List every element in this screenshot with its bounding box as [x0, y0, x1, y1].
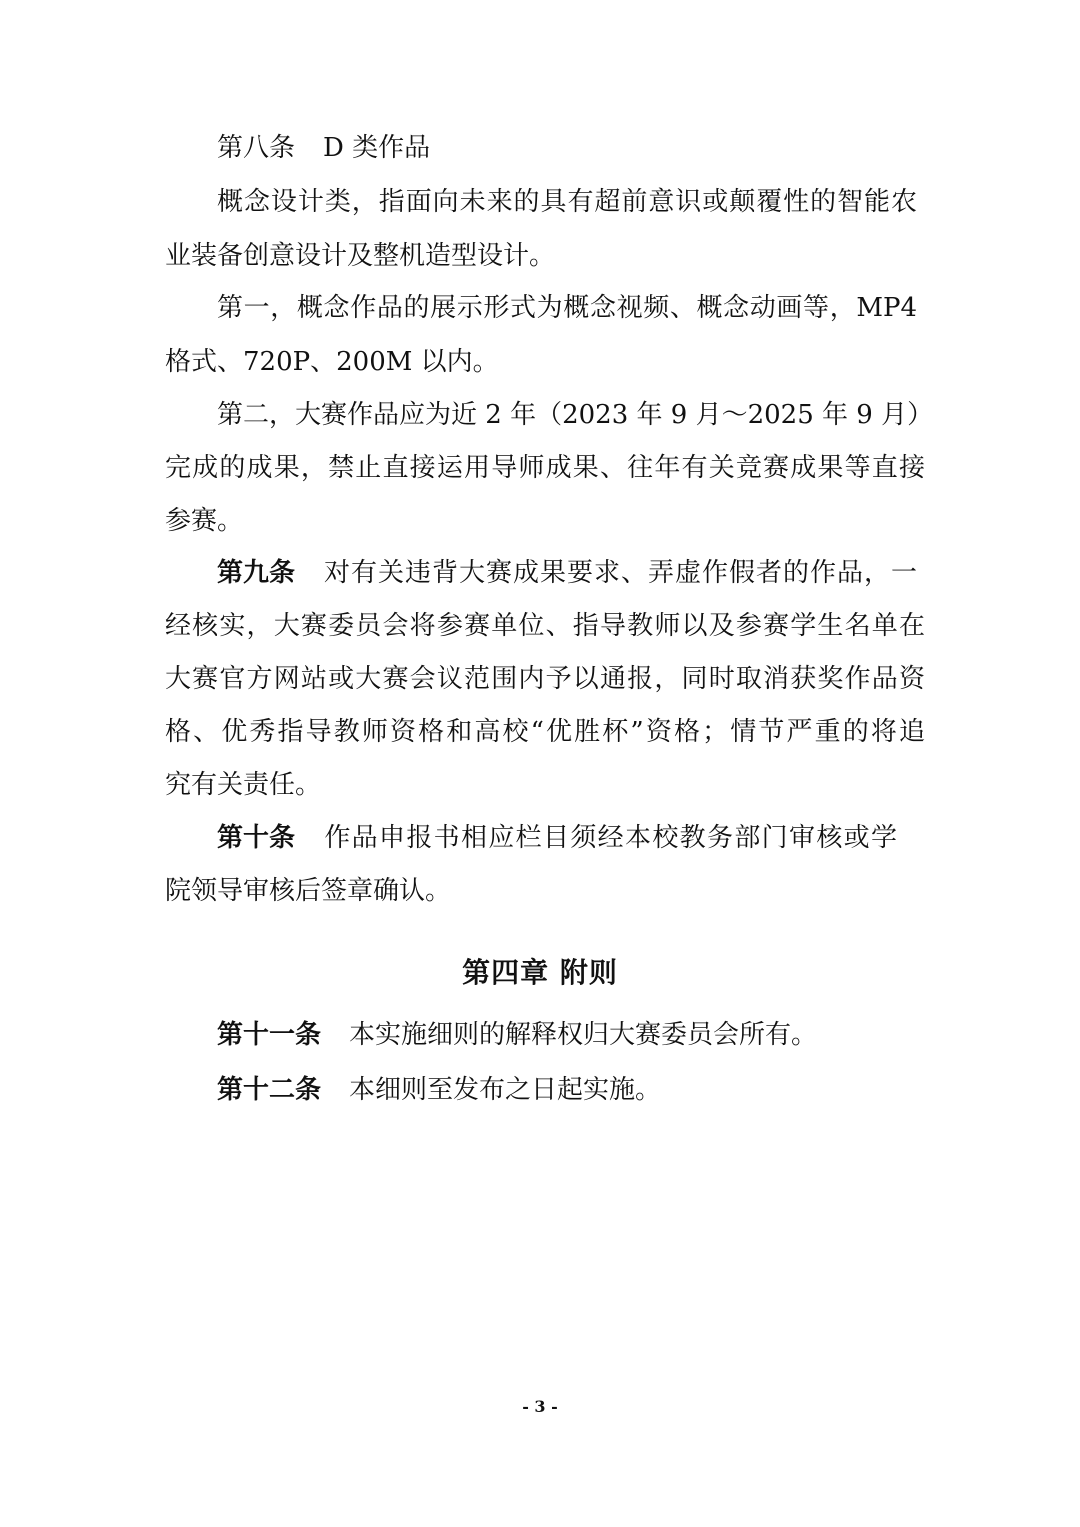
- article-8-paragraph-3-line-3: 参赛。: [165, 506, 244, 536]
- article-9-line-1: [217, 553, 917, 593]
- article-12-text: 本细则至发布之日起实施。: [349, 1075, 662, 1105]
- article-8-paragraph-3-line-1: 第二，大赛作品应为近 2 年（2023 年 9 月～2025 年 9 月）: [217, 400, 934, 430]
- article-10-label: 第十条: [217, 823, 296, 853]
- article-12-line: [217, 1070, 917, 1110]
- article-9-line-3: 大赛官方网站或大赛会议范围内予以通报，同时取消获奖作品资: [165, 664, 925, 694]
- article-8-paragraph-1-line-2: 业装备创意设计及整机造型设计。: [165, 241, 556, 271]
- article-8-label: 第八条: [217, 133, 296, 163]
- article-8-heading: [217, 128, 917, 168]
- article-8-paragraph-2-line-2: 格式、720P、200M 以内。: [165, 347, 499, 377]
- article-11-label: 第十一条: [217, 1020, 322, 1050]
- article-8-title: D 类作品: [323, 133, 431, 163]
- article-9-text-1: 对有关违背大赛成果要求、弄虚作假者的作品，一: [323, 558, 917, 588]
- chapter-4-title: 第四章 附则: [462, 956, 618, 989]
- article-9-line-4: 格、优秀指导教师资格和高校“优胜杯”资格；情节严重的将追: [165, 717, 925, 747]
- article-9-line-5: 究有关责任。: [165, 770, 322, 800]
- article-9-line-2: 经核实，大赛委员会将参赛单位、指导教师以及参赛学生名单在: [165, 611, 925, 641]
- article-12-label: 第十二条: [217, 1075, 322, 1105]
- article-8-paragraph-2-line-1: 第一，概念作品的展示形式为概念视频、概念动画等，MP4: [217, 293, 917, 323]
- article-8-paragraph-3-line-2: 完成的成果，禁止直接运用导师成果、往年有关竞赛成果等直接: [165, 453, 925, 483]
- article-10-line-2: 院领导审核后签章确认。: [165, 876, 452, 906]
- article-8-paragraph-1-line-1: 概念设计类，指面向未来的具有超前意识或颠覆性的智能农: [217, 187, 917, 217]
- page-number: - 3 -: [522, 1397, 558, 1416]
- article-11-line: [217, 1015, 917, 1055]
- article-10-text-1: 作品申报书相应栏目须经本校教务部门审核或学: [323, 823, 897, 853]
- article-10-line-1: [217, 818, 897, 858]
- article-9-label: 第九条: [217, 558, 296, 588]
- article-11-text: 本实施细则的解释权归大赛委员会所有。: [349, 1020, 818, 1050]
